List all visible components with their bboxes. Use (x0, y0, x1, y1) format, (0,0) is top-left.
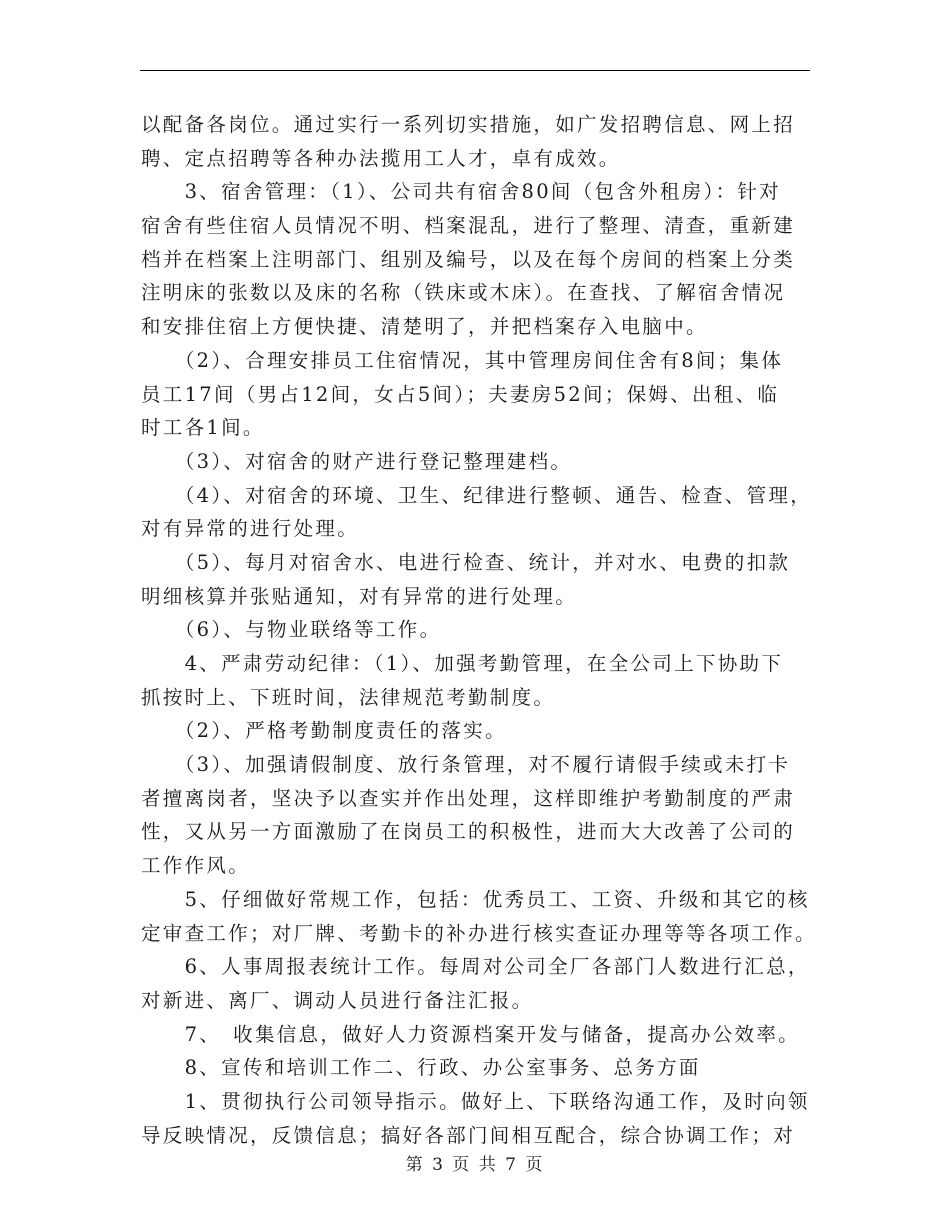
text-line: 4、严肃劳动纪律：（1）、加强考勤管理，在全公司上下协助下 (141, 652, 784, 675)
text-line: （2）、严格考勤制度责任的落实。 (141, 719, 507, 743)
text-line: （5）、每月对宿舍水、电进行检查、统计，并对水、电费的扣款 (141, 550, 791, 574)
text-line: 对新进、离厂、调动人员进行备注汇报。 (141, 988, 534, 1012)
text-line: 和安排住宿上方便快捷、清楚明了，并把档案存入电脑中。 (141, 315, 708, 339)
document-body (141, 108, 817, 1152)
header-rule (140, 70, 810, 71)
text-line: 注明床的张数以及床的名称（铁床或木床）。在查找、了解宿舍情况 (141, 281, 786, 305)
text-line: 员工17间（男占12间，女占5间）；夫妻房52间；保姆、出租、临 (141, 382, 780, 406)
text-line: （3）、加强请假制度、放行条管理，对不履行请假手续或未打卡 (141, 753, 791, 777)
text-line: 性，又从另一方面激励了在岗员工的积极性，进而大大改善了公司的 (141, 820, 796, 844)
text-line: 明细核算并张贴通知，对有异常的进行处理。 (141, 584, 578, 608)
text-line: 导反映情况，反馈信息；搞好各部门间相互配合，综合协调工作；对 (141, 1123, 796, 1147)
text-line: （2）、合理安排员工住宿情况，其中管理房间住舍有8间；集体 (141, 348, 784, 372)
text-line: 8、宣传和培训工作二、行政、办公室事务、总务方面 (141, 1056, 701, 1080)
text-line: （6）、与物业联络等工作。 (141, 618, 442, 642)
text-line: 档并在档案上注明部门、组别及编号，以及在每个房间的档案上分类 (141, 247, 796, 271)
text-line: 对有异常的进行处理。 (141, 517, 360, 541)
text-line: （3）、对宿舍的财产进行登记整理建档。 (141, 449, 573, 473)
text-line: 定审查工作；对厂牌、考勤卡的补办进行核实查证办理等等各项工作。 (141, 921, 817, 945)
text-line: 抓按时上、下班时间，法律规范考勤制度。 (141, 685, 556, 709)
page-number: 第 3 页 共 7 页 (405, 1155, 545, 1175)
text-line: 时工各1间。 (141, 416, 265, 440)
text-line: 3、宿舍管理：（1）、公司共有宿舍80间（包含外租房）：针对 (141, 180, 781, 204)
text-line: 以配备各岗位。通过实行一系列切实措施，如广发招聘信息、网上招 (141, 113, 796, 136)
text-line: 工作作风。 (141, 854, 251, 878)
text-line: 者擅离岗者，坚决予以查实并作出处理，这样即维护考勤制度的严肃 (141, 786, 796, 810)
text-line: 7、 收集信息，做好人力资源档案开发与储备，提高办公效率。 (141, 1022, 800, 1046)
text-line: 宿舍有些住宿人员情况不明、档案混乱，进行了整理、清查，重新建 (141, 214, 796, 238)
text-line: 聘、定点招聘等各种办法揽用工人才，卓有成效。 (141, 146, 621, 170)
text-line: 1、贯彻执行公司领导指示。做好上、下联络沟通工作，及时向领 (141, 1089, 810, 1113)
text-line: 5、仔细做好常规工作，包括：优秀员工、工资、升级和其它的核 (141, 887, 810, 911)
text-line: 6、人事周报表统计工作。每周对公司全厂各部门人数进行汇总， (141, 955, 810, 979)
text-line: （4）、对宿舍的环境、卫生、纪律进行整顿、通告、检查、管理， (141, 483, 813, 507)
